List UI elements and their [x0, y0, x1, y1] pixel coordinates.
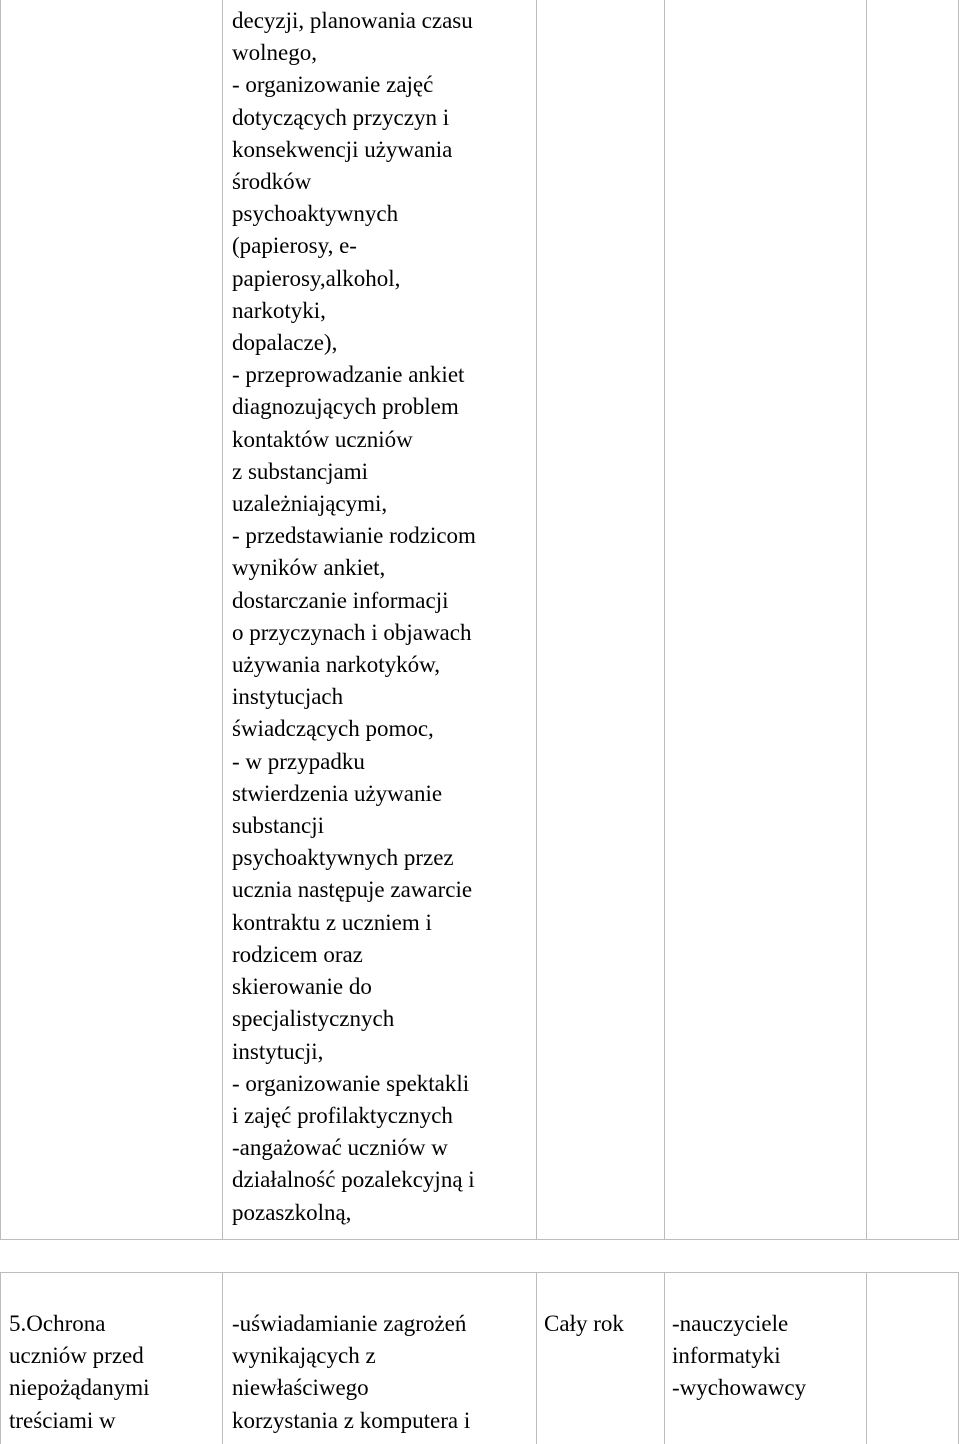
table-border-col3-col4-row2	[664, 1272, 665, 1444]
table-border-col3-col4	[664, 0, 665, 1240]
term-cell: Cały rok	[544, 1311, 624, 1336]
activities-cell: -uświadamianie zagrożeń wynikających z niewłaściwego korzystania z komputera i	[232, 1311, 471, 1433]
table-border-col2-col3	[536, 0, 537, 1240]
responsible-cell: -nauczyciele informatyki -wychowawcy	[672, 1311, 807, 1401]
table-border-left-col1-row2	[0, 1272, 1, 1444]
table-border-col2-col3-row2	[536, 1272, 537, 1444]
table-border-right-row2	[958, 1272, 959, 1444]
activities-cell-continued: decyzji, planowania czasu wolnego, - organizowanie zajęć dotyczących przyczyn i konsekwencji używania środków psychoaktywnych (papierosy, e- papierosy,alkohol, narkotyki, dopalacze), - przeprowadzanie ankiet diagnozujących problem kontaktów uczniów z substancjami uzależniającymi, - przedstawianie rodzicom wyników ankiet, dostarczanie informacji o przyczynach i objawach używania narkotyków, instytucjach świadczących pomoc, - w przypadku stwierdzenia używanie substancji psychoaktywnych przez ucznia następuje zawarcie kontraktu z uczniem i rodzicem oraz skierowanie do specjalistycznych instytucji, - organizowanie spektakli i zajęć profilaktycznych -angażować uczniów w działalność pozalekcyjną i pozaszkolną,	[232, 8, 476, 1225]
table-border-col1-col2	[222, 0, 223, 1240]
table-border-col1-col2-row2	[222, 1272, 223, 1444]
goal-cell: 5.Ochrona uczniów przed niepożądanymi treściami w	[9, 1311, 150, 1433]
table-border-right	[958, 0, 959, 1240]
table-border-col4-col5-row2	[866, 1272, 867, 1444]
table-border-left-col1	[0, 0, 1, 1240]
table-row-top-border	[0, 1272, 959, 1273]
table-border-col4-col5	[866, 0, 867, 1240]
table-row-bottom-border	[0, 1239, 959, 1240]
